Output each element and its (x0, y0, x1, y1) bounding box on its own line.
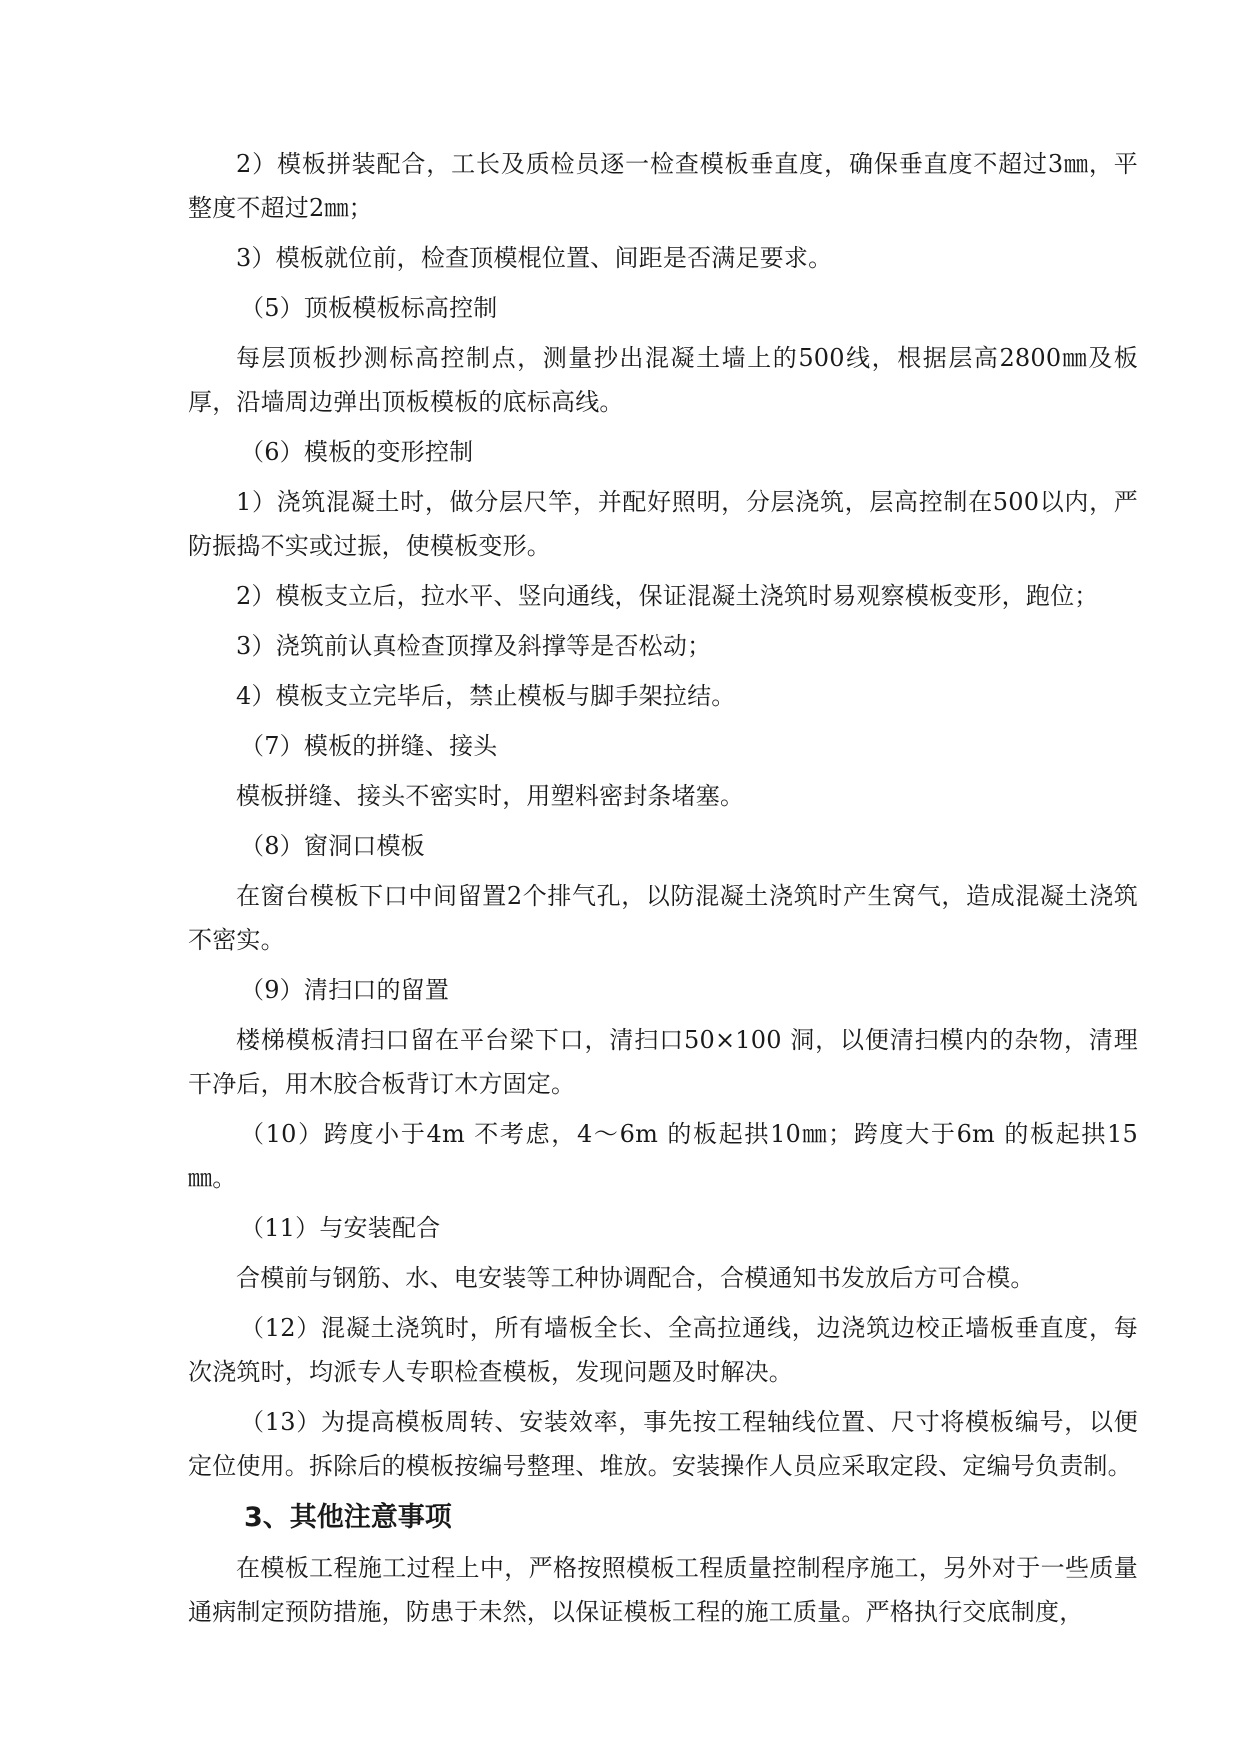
item-10-camber: （10）跨度小于4m 不考虑，4～6m 的板起拱10㎜；跨度大于6m 的板起拱15㎜。 (188, 1120, 1138, 1192)
paragraph-6: 1）浇筑混凝土时，做分层尺竿，并配好照明，分层浇筑，层高控制在500以内，严防振捣不实或过振，使模板变形。 (188, 488, 1138, 560)
paragraph-7: 2）模板支立后，拉水平、竖向通线，保证混凝土浇筑时易观察模板变形，跑位； (236, 582, 1099, 610)
document-body (188, 142, 1138, 1640)
paragraph-1: 2）模板拼装配合，工长及质检员逐一检查模板垂直度，确保垂直度不超过3㎜，平整度不超过2㎜； (188, 150, 1138, 222)
paragraph-13: 在窗台模板下口中间留置2个排气孔，以防混凝土浇筑时产生窝气，造成混凝土浇筑不密实。 (188, 882, 1138, 954)
paragraph-4: 每层顶板抄测标高控制点，测量抄出混凝土墙上的500线，根据层高2800㎜及板厚，沿墙周边弹出顶板模板的底标高线。 (188, 344, 1138, 416)
subheading-5-roof-formwork-elevation: （5）顶板模板标高控制 (240, 294, 498, 322)
subheading-7-seams-joints: （7）模板的拼缝、接头 (240, 732, 498, 760)
paragraph-8: 3）浇筑前认真检查顶撑及斜撑等是否松动； (236, 632, 712, 660)
item-13-formwork-numbering: （13）为提高模板周转、安装效率，事先按工程轴线位置、尺寸将模板编号，以便定位使用。拆除后的模板按编号整理、堆放。安装操作人员应采取定段、定编号负责制。 (188, 1408, 1138, 1480)
subheading-6-deformation-control: （6）模板的变形控制 (240, 438, 474, 466)
subheading-9-cleanout-opening: （9）清扫口的留置 (240, 976, 450, 1004)
paragraph-11: 模板拼缝、接头不密实时，用塑料密封条堵塞。 (236, 782, 745, 810)
paragraph-15: 楼梯模板清扫口留在平台梁下口，清扫口50×100 洞，以便清扫模内的杂物，清理干净后，用木胶合板背订木方固定。 (188, 1026, 1138, 1098)
final-paragraph: 在模板工程施工过程上中，严格按照模板工程质量控制程序施工，另外对于一些质量通病制定预防措施，防患于未然，以保证模板工程的施工质量。严格执行交底制度， (188, 1554, 1138, 1626)
subheading-11-installation-coordination: （11）与安装配合 (240, 1214, 441, 1242)
section-heading: 3、其他注意事项 (244, 1502, 452, 1533)
item-12-concrete-pouring: （12）混凝土浇筑时，所有墙板全长、全高拉通线，边浇筑边校正墙板垂直度，每次浇筑时，均派专人专职检查模板，发现问题及时解决。 (188, 1314, 1138, 1386)
paragraph-9: 4）模板支立完毕后，禁止模板与脚手架拉结。 (236, 682, 736, 710)
subheading-8-window-openings: （8）窗洞口模板 (240, 832, 425, 860)
paragraph-18: 合模前与钢筋、水、电安装等工种协调配合，合模通知书发放后方可合模。 (236, 1264, 1035, 1292)
paragraph-2: 3）模板就位前，检查顶模棍位置、间距是否满足要求。 (236, 244, 833, 272)
